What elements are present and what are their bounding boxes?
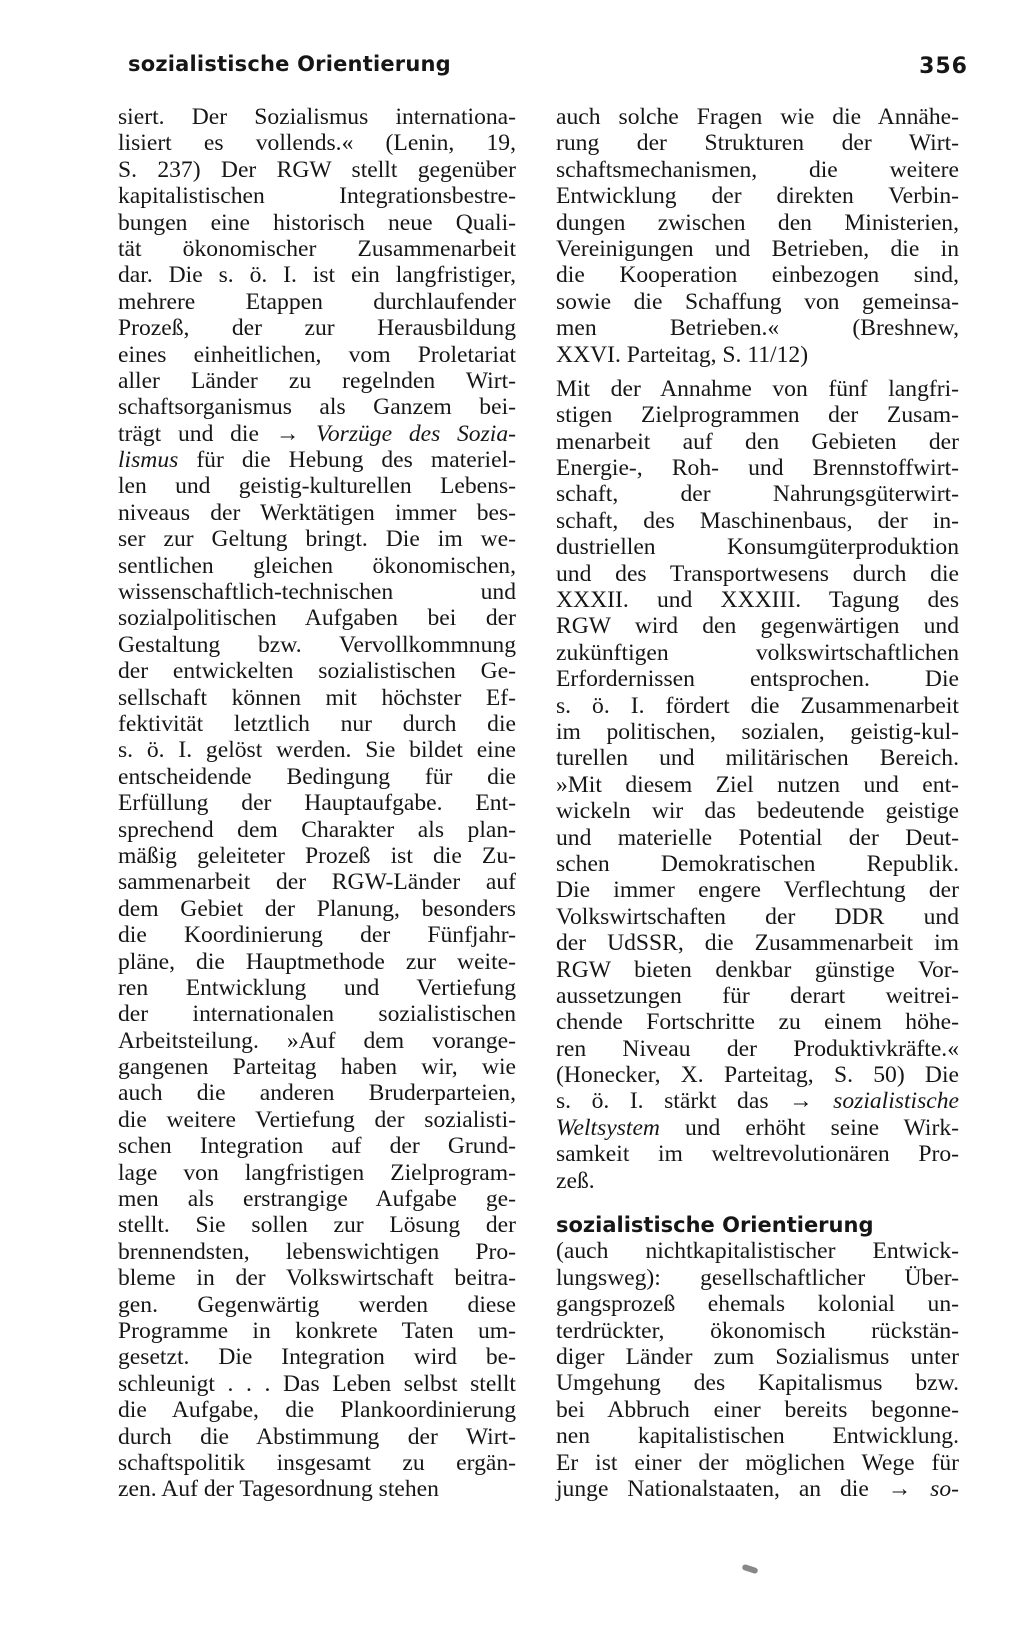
- text-run: die Koordinierung der Fünfjahr-: [118, 922, 516, 949]
- text-run: und des Transportwesens durch die: [556, 560, 959, 587]
- text-run: lage von langfristigen Zielprogram-: [118, 1159, 516, 1186]
- text-line: [556, 877, 959, 903]
- text-line: [118, 315, 516, 341]
- text-run: bungen eine historisch neue Quali-: [118, 209, 516, 236]
- text-run: sammenarbeit der RGW-Länder auf: [118, 869, 516, 896]
- text-run: menarbeit auf den Gebieten der: [556, 428, 959, 455]
- text-line: [556, 930, 959, 956]
- text-column-right: [556, 104, 959, 1502]
- text-run: Volkswirtschaften der DDR und: [556, 903, 959, 930]
- text-run: mehrere Etappen durchlaufender: [118, 288, 516, 315]
- text-run: schen Integration auf der Grund-: [118, 1133, 516, 1160]
- text-run: S. 237) Der RGW stellt gegenüber: [118, 156, 516, 183]
- text-run: entscheidende Bedingung für die: [118, 763, 516, 790]
- text-run: XXXII. und XXXIII. Tagung des: [556, 587, 959, 614]
- text-run: auch solche Fragen wie die Annähe-: [556, 104, 959, 130]
- text-line: [118, 130, 516, 156]
- text-run: mäßig geleiteter Prozeß ist die Zu-: [118, 842, 516, 869]
- page-number: 356: [919, 54, 968, 79]
- text-line: [556, 666, 959, 692]
- text-line: [118, 500, 516, 526]
- text-run: aussetzungen für derart weitrei-: [556, 982, 959, 1009]
- text-line: [556, 289, 959, 315]
- text-run: brennendsten, lebenswichtigen Pro-: [118, 1238, 516, 1265]
- text-run: terdrückter, ökonomisch rückstän-: [556, 1317, 959, 1344]
- text-run: s. ö. I. fördert die Zusammenarbeit: [556, 692, 959, 719]
- text-run: im politischen, sozialen, geistig-kul-: [556, 718, 959, 745]
- text-run: stigen Zielprogrammen der Zusam-: [556, 402, 959, 429]
- text-run: lungsweg): gesellschaftlicher Über-: [556, 1264, 959, 1291]
- text-line: [556, 851, 959, 877]
- text-line: [118, 104, 516, 130]
- text-run: sozialpolitischen Aufgaben bei der: [118, 605, 516, 632]
- text-line: [556, 315, 959, 341]
- text-run: niveaus der Werktätigen immer bes-: [118, 499, 516, 526]
- text-line: [118, 1292, 516, 1318]
- text-line: [118, 922, 516, 948]
- text-run: aller Länder zu regelnden Wirt-: [118, 367, 516, 394]
- text-line: [118, 632, 516, 658]
- text-line: [118, 1476, 516, 1502]
- text-line: [118, 553, 516, 579]
- text-run: Erfordernissen entsprochen. Die: [556, 666, 959, 693]
- cross-reference: Weltsystem: [556, 1114, 660, 1141]
- cross-reference: sozialistische: [833, 1088, 959, 1115]
- text-line: [556, 561, 959, 587]
- text-line: [118, 1054, 516, 1080]
- text-run: der UdSSR, die Zusammenarbeit im: [556, 930, 959, 957]
- text-run: die weitere Vertiefung der sozialisti-: [118, 1106, 516, 1133]
- text-run: Die immer engere Verflechtung der: [556, 877, 959, 904]
- text-line: [556, 481, 959, 507]
- text-line: [118, 183, 516, 209]
- text-run: »Mit diesem Ziel nutzen und ent-: [556, 771, 959, 798]
- text-run: bei Abbruch einer bereits begonne-: [556, 1396, 959, 1423]
- text-run: RGW wird den gegenwärtigen und: [556, 613, 959, 640]
- text-line: [556, 825, 959, 851]
- text-run: auch die anderen Bruderparteien,: [118, 1080, 516, 1107]
- text-run: und erhöht seine Wirk-: [659, 1114, 959, 1141]
- text-run: dustriellen Konsumgüterproduktion: [556, 534, 959, 561]
- text-line: [556, 342, 959, 368]
- text-line: [118, 1028, 516, 1054]
- page-header: [128, 48, 968, 88]
- text-line: [556, 1168, 959, 1194]
- text-run: ren Niveau der Produktivkräfte.«: [556, 1035, 959, 1062]
- text-line: [556, 772, 959, 798]
- text-line: [118, 342, 516, 368]
- text-line: [556, 983, 959, 1009]
- text-line: [556, 236, 959, 262]
- text-run: RGW bieten denkbar günstige Vor-: [556, 956, 959, 983]
- text-line: [118, 975, 516, 1001]
- text-run: sentlichen gleichen ökonomischen,: [118, 552, 516, 579]
- text-run: dem Gebiet der Planung, besonders: [118, 895, 516, 922]
- text-line: [556, 1397, 959, 1423]
- text-line: [118, 737, 516, 763]
- text-line: [556, 745, 959, 771]
- text-line: [556, 104, 959, 130]
- text-line: [118, 368, 516, 394]
- text-line: [118, 1080, 516, 1106]
- text-run: sprechend dem Charakter als plan-: [118, 816, 516, 843]
- text-line: [118, 1160, 516, 1186]
- text-line: [118, 685, 516, 711]
- text-line: [118, 289, 516, 315]
- text-line: [118, 790, 516, 816]
- text-run: schaftsmechanismen, die weitere: [556, 156, 959, 183]
- text-line: [118, 1186, 516, 1212]
- running-head: sozialistische Orientierung: [128, 52, 451, 76]
- text-run: zukünftigen volkswirtschaftlichen: [556, 639, 959, 666]
- text-line: [118, 394, 516, 420]
- text-line: [556, 1036, 959, 1062]
- text-line: [118, 1001, 516, 1027]
- text-line: [118, 579, 516, 605]
- text-run: gangsprozeß ehemals kolonial un-: [556, 1291, 959, 1318]
- text-line: [118, 1133, 516, 1159]
- text-line: [556, 1265, 959, 1291]
- text-line: [556, 1450, 959, 1476]
- text-line: [556, 1062, 959, 1088]
- text-line: [118, 1371, 516, 1397]
- text-run: Er ist einer der möglichen Wege für: [556, 1449, 959, 1476]
- text-line: [556, 1115, 959, 1141]
- text-run: junge Nationalstaaten, an die →: [556, 1475, 931, 1502]
- text-line: [118, 210, 516, 236]
- text-line: [556, 640, 959, 666]
- text-line: [118, 1265, 516, 1291]
- text-run: chende Fortschritte zu einem höhe-: [556, 1009, 959, 1036]
- text-line: [556, 957, 959, 983]
- text-line: [118, 1344, 516, 1370]
- entry-headword: sozialistische Orientierung: [556, 1213, 874, 1238]
- text-run: wissenschaftlich-technischen und: [118, 579, 516, 606]
- text-line: [556, 1212, 959, 1238]
- text-run: kapitalistischen Integrationsbestre-: [118, 183, 516, 210]
- text-run: samkeit im weltrevolutionären Pro-: [556, 1141, 959, 1168]
- text-line: [118, 1239, 516, 1265]
- text-line: [556, 1291, 959, 1317]
- text-run: Prozeß, der zur Herausbildung: [118, 315, 516, 342]
- text-run: fektivität letztlich nur durch die: [118, 710, 516, 737]
- text-line: [556, 1318, 959, 1344]
- text-line: [118, 157, 516, 183]
- cross-reference: Vorzüge des Sozia-: [316, 420, 516, 447]
- cross-reference: lismus: [118, 447, 179, 474]
- text-run: s. ö. I. gelöst werden. Sie bildet eine: [118, 737, 516, 764]
- text-run: gangenen Parteitag haben wir, wie: [118, 1054, 516, 1081]
- text-line: [118, 949, 516, 975]
- text-line: [556, 157, 959, 183]
- text-column-left: [118, 104, 516, 1503]
- text-line: [556, 587, 959, 613]
- text-run: die Aufgabe, die Plankoordinierung: [118, 1397, 516, 1424]
- text-run: gen. Gegenwärtig werden diese: [118, 1291, 516, 1318]
- text-run: eines einheitlichen, vom Proletariat: [118, 341, 516, 368]
- text-run: und materielle Potential der Deut-: [556, 824, 959, 851]
- text-run: Programme in konkrete Taten um-: [118, 1317, 516, 1344]
- text-line: [556, 693, 959, 719]
- text-run: siert. Der Sozialismus internationa-: [118, 104, 516, 130]
- text-run: (auch nichtkapitalistischer Entwick-: [556, 1238, 959, 1265]
- text-run: len und geistig-kulturellen Lebens-: [118, 473, 516, 500]
- text-line: [556, 798, 959, 824]
- text-line: [556, 376, 959, 402]
- text-line: [556, 1088, 959, 1114]
- text-run: bleme in der Volkswirtschaft beitra-: [118, 1265, 516, 1292]
- text-line: [556, 508, 959, 534]
- cross-reference: so-: [930, 1475, 959, 1502]
- text-run: wickeln wir das bedeutende geistige: [556, 798, 959, 825]
- text-line: [118, 764, 516, 790]
- text-line: [556, 904, 959, 930]
- text-line: [118, 658, 516, 684]
- text-run: die Kooperation einbezogen sind,: [556, 262, 959, 289]
- text-run: der entwickelten sozialistischen Ge-: [118, 658, 516, 685]
- text-line: [118, 843, 516, 869]
- text-run: dar. Die s. ö. I. ist ein langfristiger,: [118, 262, 516, 289]
- text-run: Umgehung des Kapitalismus bzw.: [556, 1370, 959, 1397]
- text-run: men als erstrangige Aufgabe ge-: [118, 1186, 516, 1213]
- text-run: stellt. Sie sollen zur Lösung der: [118, 1212, 516, 1239]
- text-line: [118, 1397, 516, 1423]
- text-run: nen kapitalistischen Entwicklung.: [556, 1423, 959, 1450]
- text-run: Mit der Annahme von fünf langfri-: [556, 375, 959, 402]
- text-line: [556, 130, 959, 156]
- text-run: ren Entwicklung und Vertiefung: [118, 974, 516, 1001]
- text-line: [556, 1141, 959, 1167]
- text-line: [118, 1424, 516, 1450]
- text-line: [118, 817, 516, 843]
- text-run: tät ökonomischer Zusammenarbeit: [118, 235, 516, 262]
- text-run: s. ö. I. stärkt das →: [556, 1088, 834, 1115]
- text-line: [556, 429, 959, 455]
- text-line: [118, 605, 516, 631]
- text-line: [556, 455, 959, 481]
- text-run: trägt und die →: [118, 420, 317, 447]
- text-run: der internationalen sozialistischen: [118, 1001, 516, 1028]
- text-run: pläne, die Hauptmethode zur weite-: [118, 948, 516, 975]
- text-line: [556, 402, 959, 428]
- text-run: lisiert es vollends.« (Lenin, 19,: [118, 130, 516, 157]
- text-line: [118, 869, 516, 895]
- text-run: sowie die Schaffung von gemeinsa-: [556, 288, 959, 315]
- text-run: dungen zwischen den Ministerien,: [556, 209, 959, 236]
- text-line: [556, 719, 959, 745]
- text-run: diger Länder zum Sozialismus unter: [556, 1343, 959, 1370]
- text-run: ser zur Geltung bringt. Die im we-: [118, 526, 516, 553]
- text-line: [556, 534, 959, 560]
- text-line: [556, 613, 959, 639]
- text-line: [118, 447, 516, 473]
- text-line: [118, 526, 516, 552]
- text-run: schaft, des Maschinenbaus, der in-: [556, 507, 959, 534]
- text-line: [556, 183, 959, 209]
- text-line: [118, 236, 516, 262]
- print-smudge: [741, 1564, 758, 1575]
- text-run: schaft, der Nahrungsgüterwirt-: [556, 481, 959, 508]
- text-line: [118, 262, 516, 288]
- text-run: für die Hebung des materiel-: [178, 447, 516, 474]
- text-run: schaftspolitik insgesamt zu ergän-: [118, 1449, 516, 1476]
- text-run: gesetzt. Die Integration wird be-: [118, 1344, 516, 1371]
- text-line: [118, 711, 516, 737]
- text-run: men Betrieben.« (Breshnew,: [556, 315, 959, 342]
- text-run: (Honecker, X. Parteitag, S. 50) Die: [556, 1062, 959, 1089]
- text-line: [118, 1318, 516, 1344]
- text-run: XXVI. Parteitag, S. 11/12): [556, 341, 809, 368]
- text-line: [556, 210, 959, 236]
- text-line: [556, 1423, 959, 1449]
- text-run: Arbeitsteilung. »Auf dem vorange-: [118, 1027, 516, 1054]
- text-run: rung der Strukturen der Wirt-: [556, 130, 959, 157]
- text-line: [556, 1344, 959, 1370]
- text-line: [556, 1476, 959, 1502]
- text-run: zen. Auf der Tagesordnung stehen: [118, 1476, 439, 1503]
- text-run: Gestaltung bzw. Vervollkommnung: [118, 631, 516, 658]
- text-line: [118, 473, 516, 499]
- text-line: [118, 1450, 516, 1476]
- text-run: sellschaft können mit höchster Ef-: [118, 684, 516, 711]
- text-run: Erfüllung der Hauptaufgabe. Ent-: [118, 790, 516, 817]
- text-line: [556, 262, 959, 288]
- text-run: durch die Abstimmung der Wirt-: [118, 1423, 516, 1450]
- text-run: Vereinigungen und Betrieben, die in: [556, 235, 959, 262]
- text-run: zeß.: [556, 1167, 595, 1194]
- text-run: schaftsorganismus als Ganzem bei-: [118, 394, 516, 421]
- text-line: [118, 421, 516, 447]
- text-line: [556, 1238, 959, 1264]
- text-run: Entwicklung der direkten Verbin-: [556, 183, 959, 210]
- text-run: turellen und militärischen Bereich.: [556, 745, 959, 772]
- text-line: [118, 1212, 516, 1238]
- text-run: schleunigt . . . Das Leben selbst stellt: [118, 1370, 516, 1397]
- text-line: [118, 1107, 516, 1133]
- text-line: [556, 1009, 959, 1035]
- text-line: [118, 896, 516, 922]
- text-run: schen Demokratischen Republik.: [556, 850, 959, 877]
- text-run: Energie-, Roh- und Brennstoffwirt-: [556, 455, 959, 482]
- text-line: [556, 1370, 959, 1396]
